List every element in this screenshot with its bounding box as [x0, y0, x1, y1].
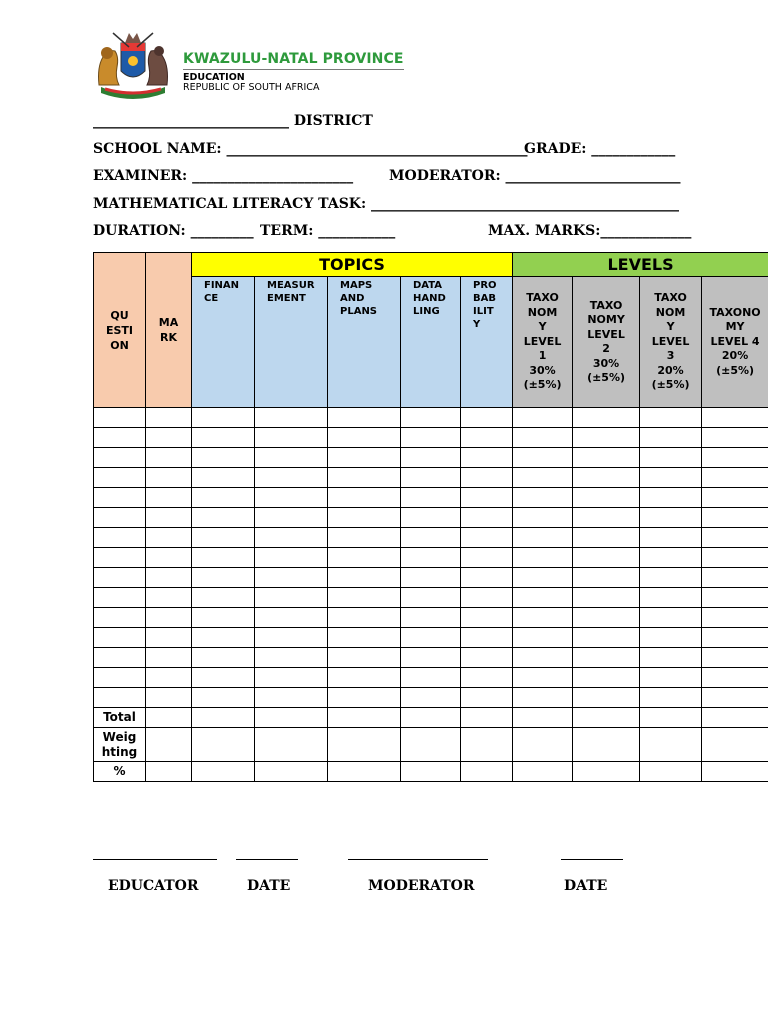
- table-cell[interactable]: [461, 508, 513, 528]
- table-cell[interactable]: [192, 408, 255, 428]
- table-cell[interactable]: [401, 708, 461, 728]
- table-cell[interactable]: [255, 628, 328, 648]
- moderator-signature-line[interactable]: [348, 859, 488, 860]
- table-cell[interactable]: [461, 568, 513, 588]
- percent-row-label: %: [94, 762, 146, 782]
- table-cell[interactable]: [702, 728, 768, 762]
- level-4-header: TAXONO MY LEVEL 4 20% (±5%): [702, 277, 768, 408]
- table-cell[interactable]: [192, 468, 255, 488]
- table-cell[interactable]: [640, 648, 702, 668]
- table-cell[interactable]: [640, 762, 702, 782]
- table-cell[interactable]: [640, 688, 702, 708]
- topic-measurement: MEASUR EMENT: [255, 277, 328, 408]
- table-cell[interactable]: [640, 468, 702, 488]
- table-cell[interactable]: [702, 568, 768, 588]
- table-cell[interactable]: [146, 488, 192, 508]
- table-cell[interactable]: [702, 588, 768, 608]
- table-cell[interactable]: [328, 548, 401, 568]
- table-cell[interactable]: [461, 408, 513, 428]
- table-cell[interactable]: [94, 648, 146, 668]
- table-cell[interactable]: [328, 728, 401, 762]
- table-cell[interactable]: [94, 508, 146, 528]
- table-cell[interactable]: [573, 468, 640, 488]
- table-cell[interactable]: [255, 488, 328, 508]
- mark-header: MA RK: [146, 253, 192, 408]
- table-cell[interactable]: [146, 408, 192, 428]
- table-cell[interactable]: [573, 488, 640, 508]
- table-cell[interactable]: [640, 508, 702, 528]
- table-cell[interactable]: [401, 568, 461, 588]
- moderator-field[interactable]: MODERATOR: _________________________: [389, 168, 681, 184]
- table-cell[interactable]: [192, 668, 255, 688]
- table-cell[interactable]: [146, 548, 192, 568]
- table-row: [94, 688, 768, 708]
- table-cell[interactable]: [328, 428, 401, 448]
- table-cell[interactable]: [702, 408, 768, 428]
- table-cell[interactable]: [573, 728, 640, 762]
- topics-header: TOPICS: [192, 253, 513, 277]
- table-cell[interactable]: [146, 708, 192, 728]
- coat-of-arms-logo: [93, 27, 173, 101]
- table-cell[interactable]: [461, 628, 513, 648]
- topic-finance: FINAN CE: [192, 277, 255, 408]
- table-cell[interactable]: [640, 588, 702, 608]
- table-cell[interactable]: [461, 588, 513, 608]
- table-cell[interactable]: [513, 548, 573, 568]
- table-row: [94, 468, 768, 488]
- table-cell[interactable]: [401, 728, 461, 762]
- table-cell[interactable]: [401, 588, 461, 608]
- level-2-header: TAXO NOMY LEVEL 2 30% (±5%): [573, 277, 640, 408]
- table-cell[interactable]: [146, 428, 192, 448]
- table-cell[interactable]: [328, 762, 401, 782]
- table-cell[interactable]: [146, 688, 192, 708]
- levels-header: LEVELS: [513, 253, 768, 277]
- table-cell[interactable]: [328, 448, 401, 468]
- duration-field[interactable]: DURATION: _________: [93, 223, 254, 239]
- table-cell[interactable]: [94, 488, 146, 508]
- weighting-row-label: Weig hting: [94, 728, 146, 762]
- table-cell[interactable]: [255, 588, 328, 608]
- table-row: [94, 608, 768, 628]
- grade-field[interactable]: GRADE: ____________: [524, 141, 676, 157]
- table-cell[interactable]: [513, 608, 573, 628]
- table-cell[interactable]: [146, 628, 192, 648]
- table-cell[interactable]: [401, 488, 461, 508]
- table-cell[interactable]: [513, 628, 573, 648]
- table-cell[interactable]: [255, 528, 328, 548]
- table-cell[interactable]: [328, 508, 401, 528]
- date-line-1[interactable]: [236, 859, 298, 860]
- table-row: [94, 508, 768, 528]
- table-cell[interactable]: [401, 668, 461, 688]
- topic-probability: PRO BAB ILIT Y: [461, 277, 513, 408]
- table-cell[interactable]: [513, 708, 573, 728]
- table-cell[interactable]: [461, 488, 513, 508]
- table-cell[interactable]: [146, 762, 192, 782]
- level-1-header: TAXO NOM Y LEVEL 1 30% (±5%): [513, 277, 573, 408]
- table-cell[interactable]: [513, 762, 573, 782]
- table-cell[interactable]: [640, 608, 702, 628]
- table-cell[interactable]: [328, 468, 401, 488]
- table-cell[interactable]: [573, 762, 640, 782]
- table-row: [94, 488, 768, 508]
- question-rows: [94, 408, 768, 708]
- table-cell[interactable]: [573, 428, 640, 448]
- table-cell[interactable]: [328, 488, 401, 508]
- table-cell[interactable]: [192, 428, 255, 448]
- table-cell[interactable]: [94, 448, 146, 468]
- table-cell[interactable]: [573, 548, 640, 568]
- table-cell[interactable]: [192, 568, 255, 588]
- table-cell[interactable]: [573, 648, 640, 668]
- table-cell[interactable]: [702, 428, 768, 448]
- table-cell[interactable]: [192, 628, 255, 648]
- table-cell[interactable]: [573, 508, 640, 528]
- table-cell[interactable]: [513, 428, 573, 448]
- table-cell[interactable]: [401, 468, 461, 488]
- table-cell[interactable]: [192, 688, 255, 708]
- table-cell[interactable]: [461, 468, 513, 488]
- table-cell[interactable]: [640, 568, 702, 588]
- table-cell[interactable]: [401, 448, 461, 468]
- table-cell[interactable]: [192, 648, 255, 668]
- table-cell[interactable]: [702, 688, 768, 708]
- table-cell[interactable]: [513, 508, 573, 528]
- table-cell[interactable]: [255, 468, 328, 488]
- table-cell[interactable]: [192, 488, 255, 508]
- table-cell[interactable]: [94, 468, 146, 488]
- table-row: [94, 428, 768, 448]
- table-cell[interactable]: [401, 628, 461, 648]
- date-label-2: DATE: [564, 878, 608, 894]
- table-cell[interactable]: [94, 608, 146, 628]
- date-label-1: DATE: [247, 878, 291, 894]
- table-cell[interactable]: [461, 608, 513, 628]
- department-label: EDUCATION: [183, 72, 245, 83]
- district-field[interactable]: ____________________________ DISTRICT: [93, 113, 373, 129]
- table-cell[interactable]: [192, 588, 255, 608]
- table-cell[interactable]: [94, 588, 146, 608]
- table-cell[interactable]: [513, 588, 573, 608]
- table-cell[interactable]: [328, 688, 401, 708]
- table-cell[interactable]: [702, 608, 768, 628]
- table-row: [94, 648, 768, 668]
- table-cell[interactable]: [640, 408, 702, 428]
- table-cell[interactable]: [94, 688, 146, 708]
- table-row: [94, 668, 768, 688]
- table-cell[interactable]: [328, 648, 401, 668]
- educator-signature-line[interactable]: [93, 859, 217, 860]
- table-cell[interactable]: [255, 688, 328, 708]
- table-cell[interactable]: [255, 728, 328, 762]
- table-cell[interactable]: [255, 548, 328, 568]
- table-row: [94, 528, 768, 548]
- table-cell[interactable]: [328, 588, 401, 608]
- table-cell[interactable]: [94, 628, 146, 648]
- total-row-label: Total: [94, 708, 146, 728]
- table-cell[interactable]: [702, 548, 768, 568]
- school-name-field[interactable]: SCHOOL NAME: ___________________________________________: [93, 141, 528, 157]
- table-cell[interactable]: [573, 628, 640, 648]
- table-cell[interactable]: [702, 708, 768, 728]
- table-cell[interactable]: [401, 548, 461, 568]
- table-cell[interactable]: [192, 448, 255, 468]
- table-cell[interactable]: [146, 728, 192, 762]
- table-cell[interactable]: [461, 728, 513, 762]
- table-cell[interactable]: [94, 548, 146, 568]
- table-cell[interactable]: [573, 408, 640, 428]
- table-cell[interactable]: [401, 608, 461, 628]
- table-cell[interactable]: [192, 728, 255, 762]
- table-cell[interactable]: [255, 568, 328, 588]
- table-cell[interactable]: [573, 528, 640, 548]
- table-cell[interactable]: [513, 528, 573, 548]
- table-cell[interactable]: [461, 428, 513, 448]
- table-cell[interactable]: [94, 668, 146, 688]
- table-row: [94, 588, 768, 608]
- table-cell[interactable]: [702, 762, 768, 782]
- table-cell[interactable]: [640, 548, 702, 568]
- examiner-field[interactable]: EXAMINER: _______________________: [93, 168, 354, 184]
- table-cell[interactable]: [702, 468, 768, 488]
- table-cell[interactable]: [255, 608, 328, 628]
- table-cell[interactable]: [640, 448, 702, 468]
- table-cell[interactable]: [255, 508, 328, 528]
- table-cell[interactable]: [192, 548, 255, 568]
- table-cell[interactable]: [146, 528, 192, 548]
- table-cell[interactable]: [94, 528, 146, 548]
- table-cell[interactable]: [573, 568, 640, 588]
- table-cell[interactable]: [192, 608, 255, 628]
- table-cell[interactable]: [255, 428, 328, 448]
- table-cell[interactable]: [461, 668, 513, 688]
- table-cell[interactable]: [192, 508, 255, 528]
- table-cell[interactable]: [255, 708, 328, 728]
- table-cell[interactable]: [461, 688, 513, 708]
- table-cell[interactable]: [401, 648, 461, 668]
- table-row: [94, 568, 768, 588]
- table-cell[interactable]: [146, 448, 192, 468]
- table-cell[interactable]: [94, 408, 146, 428]
- table-cell[interactable]: [146, 468, 192, 488]
- table-cell[interactable]: [513, 648, 573, 668]
- table-cell[interactable]: [702, 488, 768, 508]
- table-cell[interactable]: [94, 428, 146, 448]
- table-cell[interactable]: [702, 528, 768, 548]
- province-title: KWAZULU-NATAL PROVINCE: [183, 51, 404, 67]
- table-cell[interactable]: [513, 468, 573, 488]
- table-cell[interactable]: [401, 688, 461, 708]
- table-cell[interactable]: [255, 648, 328, 668]
- table-cell[interactable]: [702, 628, 768, 648]
- table-cell[interactable]: [146, 668, 192, 688]
- table-cell[interactable]: [513, 408, 573, 428]
- table-cell[interactable]: [573, 668, 640, 688]
- moderator-label: MODERATOR: [368, 878, 475, 894]
- table-cell[interactable]: [401, 408, 461, 428]
- table-cell[interactable]: [640, 528, 702, 548]
- table-cell[interactable]: [461, 762, 513, 782]
- table-cell[interactable]: [328, 408, 401, 428]
- table-cell[interactable]: [328, 628, 401, 648]
- table-cell[interactable]: [328, 528, 401, 548]
- table-cell[interactable]: [573, 448, 640, 468]
- table-cell[interactable]: [461, 448, 513, 468]
- table-cell[interactable]: [401, 428, 461, 448]
- analysis-grid: [93, 252, 768, 782]
- table-cell[interactable]: [401, 508, 461, 528]
- table-cell[interactable]: [328, 568, 401, 588]
- educator-label: EDUCATOR: [108, 878, 199, 894]
- table-cell[interactable]: [513, 728, 573, 762]
- table-cell[interactable]: [640, 628, 702, 648]
- date-line-2[interactable]: [561, 859, 623, 860]
- table-cell[interactable]: [328, 668, 401, 688]
- table-row: [94, 628, 768, 648]
- table-cell[interactable]: [255, 668, 328, 688]
- topic-maps-and-plans: MAPS AND PLANS: [328, 277, 401, 408]
- table-cell[interactable]: [146, 568, 192, 588]
- table-cell[interactable]: [146, 508, 192, 528]
- table-cell[interactable]: [192, 762, 255, 782]
- topic-data-handling: DATA HAND LING: [401, 277, 461, 408]
- table-cell[interactable]: [146, 608, 192, 628]
- brand-divider: [183, 69, 404, 70]
- task-field[interactable]: MATHEMATICAL LITERACY TASK: ____________________________________________: [93, 196, 680, 212]
- table-cell[interactable]: [513, 568, 573, 588]
- table-row: [94, 408, 768, 428]
- term-field[interactable]: TERM: ___________: [260, 223, 396, 239]
- table-cell[interactable]: [513, 488, 573, 508]
- table-cell[interactable]: [461, 528, 513, 548]
- table-cell[interactable]: [255, 408, 328, 428]
- table-cell[interactable]: [513, 668, 573, 688]
- level-3-header: TAXO NOM Y LEVEL 3 20% (±5%): [640, 277, 702, 408]
- table-cell[interactable]: [702, 668, 768, 688]
- table-row: [94, 548, 768, 568]
- table-cell[interactable]: [146, 648, 192, 668]
- table-cell[interactable]: [192, 708, 255, 728]
- table-cell[interactable]: [94, 568, 146, 588]
- table-cell[interactable]: [146, 588, 192, 608]
- table-cell[interactable]: [401, 528, 461, 548]
- table-cell[interactable]: [461, 548, 513, 568]
- table-cell[interactable]: [702, 508, 768, 528]
- table-cell[interactable]: [573, 608, 640, 628]
- table-cell[interactable]: [640, 708, 702, 728]
- table-cell[interactable]: [573, 708, 640, 728]
- table-cell[interactable]: [461, 708, 513, 728]
- table-cell[interactable]: [702, 648, 768, 668]
- table-cell[interactable]: [401, 762, 461, 782]
- table-cell[interactable]: [573, 688, 640, 708]
- table-cell[interactable]: [702, 448, 768, 468]
- max-marks-field[interactable]: MAX. MARKS:_____________: [488, 223, 692, 239]
- country-label: REPUBLIC OF SOUTH AFRICA: [183, 82, 320, 93]
- table-cell[interactable]: [328, 708, 401, 728]
- table-cell[interactable]: [255, 448, 328, 468]
- table-cell[interactable]: [192, 528, 255, 548]
- table-cell[interactable]: [328, 608, 401, 628]
- table-cell[interactable]: [573, 588, 640, 608]
- table-cell[interactable]: [640, 668, 702, 688]
- table-cell[interactable]: [640, 428, 702, 448]
- table-cell[interactable]: [513, 688, 573, 708]
- table-cell[interactable]: [461, 648, 513, 668]
- table-cell[interactable]: [640, 488, 702, 508]
- table-row: [94, 448, 768, 468]
- table-cell[interactable]: [513, 448, 573, 468]
- table-cell[interactable]: [640, 728, 702, 762]
- table-cell[interactable]: [255, 762, 328, 782]
- question-header: QU ESTI ON: [94, 253, 146, 408]
